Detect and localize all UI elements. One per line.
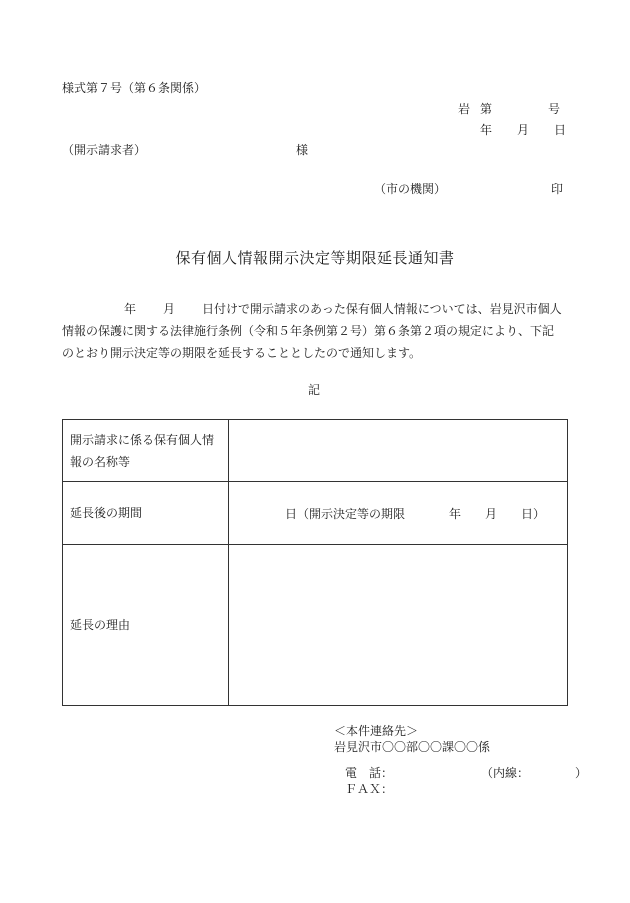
date-month: 月 [517,123,530,137]
issue-date [480,124,566,136]
issue-number [458,103,560,115]
form-number: 様式第７号（第６条関係） [62,81,207,95]
document-title: 保有個人情報開示決定等期限延長通知書 [175,249,455,267]
table-row [63,545,568,706]
table-row [63,482,568,545]
period-year: 年 [449,506,462,521]
date-year: 年 [480,123,493,137]
row-reason-label: 延長の理由 [63,545,229,706]
contact-fax: ＦＡＸ： [345,782,394,796]
body-month: 月 [163,302,176,316]
date-day: 日 [554,123,567,137]
period-day-text: 日（開示決定等の期限 [285,506,406,521]
agency-label: （市の機関） [374,182,447,196]
period-month: 月 [485,506,498,521]
row-reason-value[interactable] [229,545,568,706]
contact-phone [345,767,587,779]
body-line-3: のとおり開示決定等の期限を延長することとしたので通知します。 [62,346,422,360]
body-line-1-rest: 日付けで開示請求のあった保有個人情報については、岩見沢市個人 [202,302,562,316]
row-period-value[interactable] [229,482,568,545]
notice-body [62,298,568,364]
seal-label: 印 [551,182,564,196]
body-line-1 [62,298,568,320]
contact-department: 岩見沢市〇〇部〇〇課〇〇係 [334,740,491,754]
period-end: 日） [521,506,546,521]
body-year: 年 [124,302,137,316]
detail-table [62,419,568,706]
row-info-name-label: 開示請求に係る保有個人情報の名称等 [63,420,229,482]
extension-close: ） [575,766,588,780]
ki-heading: 記 [308,383,321,397]
issue-number-prefix: 岩 [458,102,471,116]
body-line-2: 情報の保護に関する法律施行条例（令和５年条例第２号）第６条第２項の規定により、下記 [62,324,555,338]
requester-honorific: 様 [296,143,309,157]
requester-label: （開示請求者） [62,143,147,157]
row-period-label: 延長後の期間 [63,482,229,545]
table-row [63,420,568,482]
issue-number-suffix: 号 [548,102,561,116]
issue-number-mid: 第 [480,102,493,116]
contact-heading: ＜本件連絡先＞ [334,724,419,738]
phone-label: 電 話： [345,766,394,780]
row-info-name-value[interactable] [229,420,568,482]
extension-label: （内線： [481,766,530,780]
